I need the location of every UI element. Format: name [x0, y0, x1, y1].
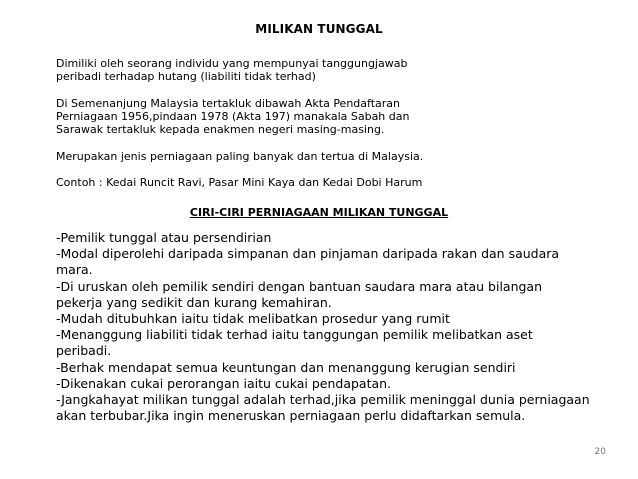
paragraph-line: Perniagaan 1956,pindaan 1978 (Akta 197) manakala Sabah dan	[56, 110, 410, 123]
type-paragraph	[56, 150, 616, 163]
list-item: -Mudah ditubuhkan iaitu tidak melibatkan prosedur yang rumit	[56, 311, 450, 327]
section-subtitle: CIRI-CIRI PERNIAGAAN MILIKAN TUNGGAL	[189, 206, 449, 219]
page-title: MILIKAN TUNGGAL	[255, 22, 383, 36]
list-item: -Modal diperolehi daripada simpanan dan pinjaman daripada rakan dan saudara	[56, 246, 560, 262]
list-item: peribadi.	[56, 343, 112, 359]
characteristics-list	[56, 230, 616, 424]
paragraph-line: Dimiliki oleh seorang individu yang mempunyai tanggungjawab	[56, 57, 408, 70]
page-number: 20	[594, 447, 606, 457]
list-item: -Dikenakan cukai perorangan iaitu cukai pendapatan.	[56, 375, 392, 391]
list-item: akan terbubar.Jika ingin meneruskan perniagaan perlu didaftarkan semula.	[56, 408, 526, 424]
list-item: -Jangkahayat milikan tunggal adalah terhad,jika pemilik meninggal dunia perniagaan	[56, 392, 590, 408]
paragraph-line: peribadi terhadap hutang (liabiliti tidak terhad)	[56, 70, 316, 83]
list-item: mara.	[56, 262, 93, 278]
list-item: pekerja yang sedikit dan kurang kemahiran.	[56, 294, 332, 310]
example-paragraph	[56, 176, 616, 189]
law-paragraph	[56, 97, 616, 136]
list-item: -Di uruskan oleh pemilik sendiri dengan bantuan saudara mara atau bilangan	[56, 278, 543, 294]
paragraph-line: Sarawak tertakluk kepada enakmen negeri masing-masing.	[56, 123, 385, 136]
paragraph-line: Merupakan jenis perniagaan paling banyak dan tertua di Malaysia.	[56, 150, 424, 163]
list-item: -Pemilik tunggal atau persendirian	[56, 230, 272, 245]
definition-paragraph	[56, 57, 616, 83]
list-item: -Menanggung liabiliti tidak terhad iaitu tanggungan pemilik melibatkan aset	[56, 327, 533, 343]
paragraph-line: Contoh : Kedai Runcit Ravi, Pasar Mini Kaya dan Kedai Dobi Harum	[56, 176, 423, 189]
list-item: -Berhak mendapat semua keuntungan dan menanggung kerugian sendiri	[56, 359, 516, 375]
paragraph-line: Di Semenanjung Malaysia tertakluk dibawah Akta Pendaftaran	[56, 97, 400, 110]
